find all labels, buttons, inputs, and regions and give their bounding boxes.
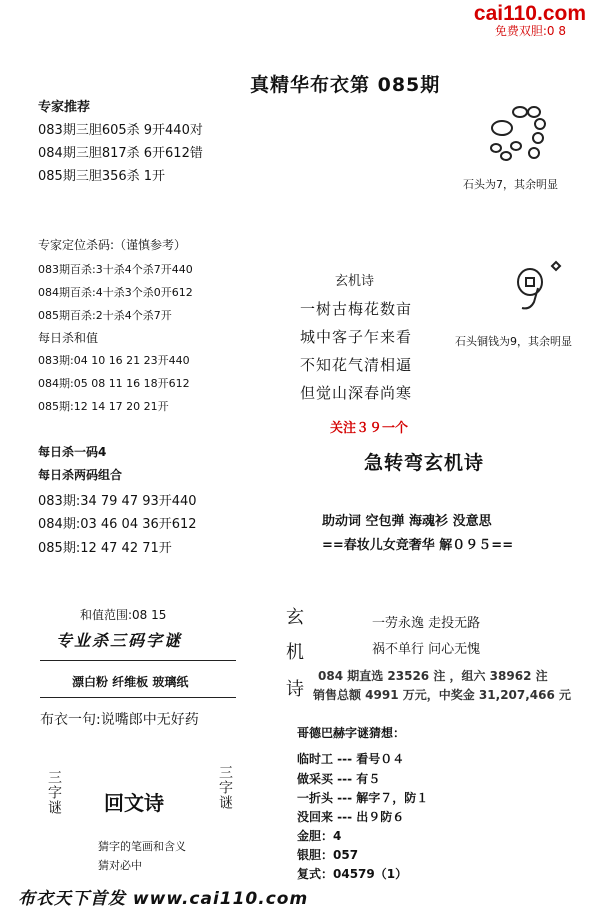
position-kill-line: 085期百杀:2十杀4个杀7开 xyxy=(38,309,172,322)
page-title: 真精华布衣第 085期 xyxy=(250,74,441,96)
huiwen-title: 回文诗 xyxy=(104,791,164,815)
xuanji-line: 一劳永逸 走投无路 xyxy=(372,616,481,631)
stats-line: 084 期直选 23526 注 ，组六 38962 注 xyxy=(318,669,548,683)
gdb-line: 金胆：4 xyxy=(297,829,342,843)
position-kill-line: 083期百杀:3十杀4个杀7开440 xyxy=(38,263,193,276)
divider xyxy=(40,660,236,661)
daily-sum-line: 084期:05 08 11 16 18开612 xyxy=(38,377,190,390)
xuanji-char: 玄 xyxy=(286,607,304,628)
free-tag: 免费双胆:0 8 xyxy=(494,24,566,38)
daily-sum-line: 083期:04 10 16 21 23开440 xyxy=(38,354,190,367)
sum-range: 和值范围:08 15 xyxy=(80,608,167,622)
site-logo-text: cai110.com xyxy=(473,2,586,25)
kill-two-line: 083期:34 79 47 93开440 xyxy=(38,494,197,509)
gdb-line: 做采买 --- 有５ xyxy=(297,772,381,786)
expert-line: 084期三胆817杀 6开612错 xyxy=(38,146,203,161)
turn-poem-line: 助动词 空包弹 海魂衫 没意思 xyxy=(322,514,492,529)
riddle-poem-line: 不知花气清相逼 xyxy=(300,356,413,374)
gdb-line: 复式：04579（1） xyxy=(297,867,408,881)
huiwen-left-label: 三字谜 xyxy=(46,770,62,815)
kill-two-heading: 每日杀两码组合 xyxy=(38,468,123,482)
expert-line: 083期三胆605杀 9开440对 xyxy=(38,123,203,138)
huiwen-note: 猜字的笔画和含义 xyxy=(98,840,186,853)
gdb-line: 临时工 --- 看号０４ xyxy=(297,752,405,766)
turn-poem-title: 急转弯玄机诗 xyxy=(364,452,485,474)
kill-two-line: 085期:12 47 42 71开 xyxy=(38,541,172,556)
divider xyxy=(40,697,236,698)
xuanji-char: 机 xyxy=(286,642,304,663)
kill-two-line: 084期:03 46 04 36开612 xyxy=(38,517,197,532)
turn-poem-line: ==春妆儿女竞奢华 解０９５== xyxy=(322,538,514,553)
kill-one-heading: 每日杀一码4 xyxy=(38,445,107,459)
expert-line: 085期三胆356杀 1开 xyxy=(38,169,166,184)
riddle-poem-line: 一树古梅花数亩 xyxy=(300,300,413,318)
three-code-words: 漂白粉 纤维板 玻璃纸 xyxy=(72,675,189,689)
picture-caption: 石头为7，其余明显 xyxy=(463,178,558,191)
huiwen-right-label: 三字谜 xyxy=(217,765,233,810)
huiwen-note: 猜对必中 xyxy=(98,859,142,872)
xuanji-line: 祸不单行 问心无愧 xyxy=(372,642,481,657)
gdb-line: 银胆：057 xyxy=(297,848,359,862)
footer-banner: 布衣天下首发 www.cai110.com xyxy=(18,889,309,909)
expert-heading: 专家推荐 xyxy=(38,100,91,115)
buyi-line: 布衣一句:说嘴郎中无好药 xyxy=(40,712,199,728)
gdb-heading: 哥德巴赫字谜猜想： xyxy=(297,726,406,740)
riddle-poem-line: 城中客子乍来看 xyxy=(300,328,413,346)
riddle-picture-stones xyxy=(480,98,560,168)
riddle-poem-heading: 玄机诗 xyxy=(335,274,375,289)
gdb-line: 一折头 --- 解字７，防１ xyxy=(297,791,429,805)
daily-sum-heading: 每日杀和值 xyxy=(38,331,99,345)
stats-line: 销售总额 4991 万元，中奖金 31,207,466 元 xyxy=(313,688,572,702)
position-kill-line: 084期百杀:4十杀3个杀0开612 xyxy=(38,286,193,299)
daily-sum-line: 085期:12 14 17 20 21开 xyxy=(38,400,169,413)
riddle-picture-coin xyxy=(508,258,568,318)
xuanji-char: 诗 xyxy=(286,679,304,700)
three-code-title: 专业杀三码字谜 xyxy=(56,631,183,650)
picture-caption: 石头铜钱为9，其余明显 xyxy=(455,335,572,348)
gdb-line: 没回来 --- 出９防６ xyxy=(297,810,405,824)
position-kill-heading: 专家定位杀码:（谨慎参考） xyxy=(38,238,187,252)
focus-note: 关注３９一个 xyxy=(330,421,409,436)
riddle-poem-line: 但觉山深春尚寒 xyxy=(300,384,413,402)
